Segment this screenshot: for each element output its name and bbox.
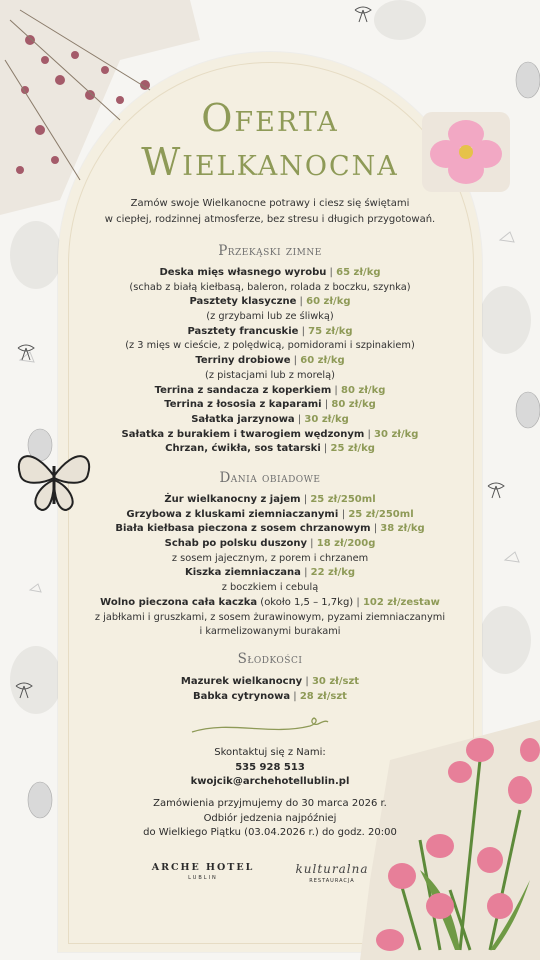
item-name: Żur wielkanocny z jajem bbox=[164, 494, 301, 505]
kulturalna-logo bbox=[282, 862, 382, 884]
item-separator: | bbox=[331, 384, 341, 396]
item-price: 25 zł/kg bbox=[330, 443, 375, 455]
item-name: Grzybowa z kluskami ziemniaczanymi bbox=[126, 508, 342, 520]
item-price: 25 zł/250ml bbox=[310, 494, 376, 505]
menu-item-description bbox=[70, 625, 470, 640]
item-price: 30 zł/kg bbox=[374, 428, 419, 440]
item-name: Terrina z łososia z kaparami bbox=[164, 399, 322, 411]
menu-item bbox=[70, 675, 470, 690]
menu-item-description bbox=[70, 369, 470, 384]
page-title-line1: Oferta bbox=[201, 96, 339, 140]
contact-email[interactable]: kwojcik@archehotellublin.pl bbox=[190, 776, 350, 787]
item-separator: | bbox=[307, 538, 317, 550]
item-name: Pasztety francuskie bbox=[187, 325, 299, 337]
item-price: 80 zł/kg bbox=[331, 399, 376, 411]
intro-text bbox=[70, 196, 470, 228]
item-name: Biała kiełbasa pieczona z sosem chrzanowym bbox=[115, 523, 371, 535]
contact-phone[interactable]: 535 928 513 bbox=[235, 761, 305, 773]
decorative-divider bbox=[190, 714, 330, 738]
item-separator: | bbox=[364, 428, 375, 440]
menu-item bbox=[70, 266, 470, 281]
item-separator: | bbox=[300, 494, 311, 505]
menu-item-description bbox=[70, 281, 470, 296]
item-separator: | bbox=[356, 596, 363, 608]
contact-label: Skontaktuj się z Nami: bbox=[214, 747, 326, 758]
arche-hotel-logo-main: ARCHE HOTEL bbox=[151, 862, 255, 873]
menu-item bbox=[70, 522, 470, 537]
menu-item bbox=[70, 537, 470, 552]
item-price: 30 zł/szt bbox=[311, 676, 360, 687]
item-separator: | bbox=[341, 508, 349, 520]
order-notes bbox=[70, 797, 470, 841]
kulturalna-logo-sub: RESTAURACJA bbox=[309, 878, 355, 884]
menu-item-description bbox=[70, 339, 470, 354]
item-separator: | bbox=[321, 399, 332, 411]
page-title-line2: Wielkanocna bbox=[141, 140, 399, 184]
menu-item bbox=[70, 566, 470, 581]
mains-list bbox=[70, 493, 470, 640]
item-separator: | bbox=[326, 267, 337, 278]
section-title-starters: Przekąski zimne bbox=[218, 243, 322, 259]
item-separator: | bbox=[320, 443, 331, 455]
item-price: 60 zł/kg bbox=[306, 296, 351, 308]
item-price: 28 zł/szt bbox=[299, 690, 347, 702]
item-price: 75 zł/kg bbox=[308, 325, 353, 337]
menu-item bbox=[70, 596, 470, 611]
menu-item bbox=[70, 398, 470, 413]
item-price: 30 zł/kg bbox=[304, 413, 349, 425]
item-description: (z pistacjami lub z morelą) bbox=[205, 369, 335, 381]
item-name: Terrina z sandacza z koperkiem bbox=[154, 384, 332, 396]
item-price: 102 zł/zestaw bbox=[362, 596, 440, 608]
intro-line2: w ciepłej, rodzinnej atmosferze, bez stresu i długich przygotowań. bbox=[104, 214, 436, 225]
item-separator: | bbox=[300, 567, 311, 579]
order-note-3: do Wielkiego Piątku (03.04.2026 r.) do godz. 20:00 bbox=[143, 827, 397, 838]
order-note-2: Odbiór jedzenia najpóźniej bbox=[203, 812, 337, 824]
item-name: Sałatka jarzynowa bbox=[191, 413, 295, 425]
item-separator: | bbox=[296, 296, 307, 308]
item-name: Chrzan, ćwikła, sos tatarski bbox=[165, 443, 321, 455]
menu-item-description bbox=[70, 552, 470, 567]
item-separator: | bbox=[294, 413, 305, 425]
section-title-desserts: Słodkości bbox=[237, 651, 303, 667]
item-price: 38 zł/kg bbox=[380, 523, 425, 535]
menu-item bbox=[70, 384, 470, 399]
item-separator: | bbox=[302, 676, 312, 687]
item-price: 80 zł/kg bbox=[340, 384, 386, 396]
menu-item-description bbox=[70, 581, 470, 596]
desserts-list bbox=[70, 675, 470, 704]
menu-item bbox=[70, 442, 470, 457]
kulturalna-logo-main: kulturalna bbox=[295, 862, 369, 876]
item-description: z sosem jajecznym, z porem i chrzanem bbox=[171, 552, 369, 564]
item-separator: | bbox=[290, 355, 301, 367]
item-description: z boczkiem i cebulą bbox=[221, 582, 319, 594]
order-note-1: Zamówienia przyjmujemy do 30 marca 2026 r. bbox=[153, 798, 387, 809]
item-description: (z 3 mięs w cieście, z polędwicą, pomidorami i szpinakiem) bbox=[125, 340, 415, 352]
item-description: z jabłkami i gruszkami, z sosem żurawinowym, pyzami ziemniaczanymi bbox=[94, 611, 446, 623]
arche-hotel-logo bbox=[148, 862, 258, 881]
menu-item bbox=[70, 325, 470, 340]
intro-line1: Zamów swoje Wielkanocne potrawy i ciesz się świętami bbox=[130, 198, 410, 209]
item-price: 65 zł/kg bbox=[336, 267, 381, 278]
starters-list bbox=[70, 266, 470, 457]
item-note: (około 1,5 – 1,7kg) bbox=[257, 596, 357, 608]
menu-item bbox=[70, 354, 470, 369]
arche-hotel-logo-sub: LUBLIN bbox=[188, 875, 218, 881]
menu-item-description bbox=[70, 310, 470, 325]
item-separator: | bbox=[298, 325, 309, 337]
item-price: 25 zł/250ml bbox=[348, 508, 414, 520]
item-price: 22 zł/kg bbox=[310, 567, 356, 579]
item-price: 60 zł/kg bbox=[300, 355, 345, 367]
item-name: Sałatka z burakiem i twarogiem wędzonym bbox=[121, 428, 365, 440]
item-description: i karmelizowanymi burakami bbox=[199, 626, 341, 638]
item-separator: | bbox=[290, 690, 300, 702]
menu-item-description bbox=[70, 611, 470, 626]
item-description: (z grzybami lub ze śliwką) bbox=[206, 311, 334, 323]
item-name: Schab po polsku duszony bbox=[164, 538, 307, 550]
section-title-mains: Dania obiadowe bbox=[219, 470, 321, 486]
item-name: Mazurek wielkanocny bbox=[180, 676, 303, 687]
menu-item bbox=[70, 428, 470, 443]
menu-item bbox=[70, 508, 470, 523]
item-name: Babka cytrynowa bbox=[193, 690, 291, 702]
item-name: Deska mięs własnego wyrobu bbox=[159, 267, 327, 278]
menu-item bbox=[70, 295, 470, 310]
item-description: (schab z białą kiełbasą, baleron, rolada z boczku, szynka) bbox=[129, 281, 411, 293]
item-name: Pasztety klasyczne bbox=[189, 296, 297, 308]
menu-item bbox=[70, 413, 470, 428]
menu-item bbox=[70, 690, 470, 705]
item-name: Terriny drobiowe bbox=[195, 355, 291, 367]
item-name: Wolno pieczona cała kaczka bbox=[100, 596, 258, 608]
item-separator: | bbox=[370, 523, 381, 535]
contact-block bbox=[70, 746, 470, 790]
menu-item bbox=[70, 493, 470, 508]
item-price: 18 zł/200g bbox=[316, 538, 376, 550]
item-name: Kiszka ziemniaczana bbox=[184, 567, 301, 579]
